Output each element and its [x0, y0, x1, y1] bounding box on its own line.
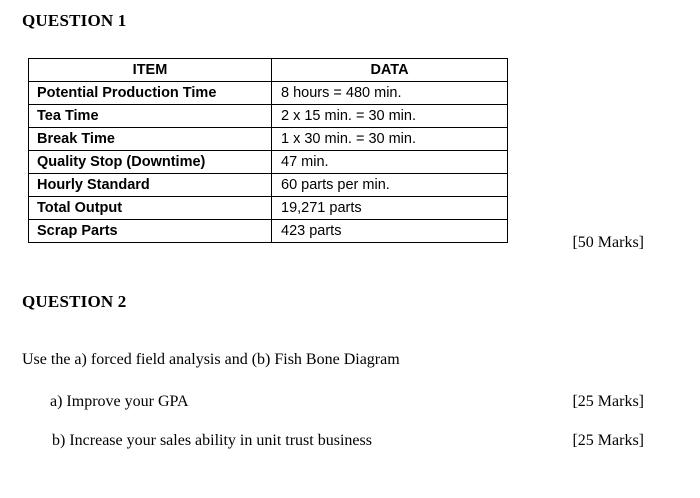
question-1-marks: [50 Marks]: [572, 234, 644, 251]
table-row: [29, 105, 508, 128]
table-row: [29, 220, 508, 243]
question-1-heading: QUESTION 1: [22, 11, 127, 30]
item-cell: Total Output: [29, 197, 272, 220]
task-a-text: a) Improve your GPA: [50, 393, 189, 410]
table-row: [29, 197, 508, 220]
production-data-table: [28, 58, 508, 243]
data-cell: 423 parts: [272, 220, 508, 243]
item-cell: Hourly Standard: [29, 174, 272, 197]
data-cell: 60 parts per min.: [272, 174, 508, 197]
table-header-row: [29, 59, 508, 82]
question-2-instruction: Use the a) forced field analysis and (b) Fish Bone Diagram: [22, 351, 400, 368]
table-row: [29, 174, 508, 197]
question-2-heading: QUESTION 2: [22, 292, 127, 311]
table-row: [29, 128, 508, 151]
task-a-marks: [25 Marks]: [572, 393, 644, 410]
item-cell: Potential Production Time: [29, 82, 272, 105]
item-cell: Quality Stop (Downtime): [29, 151, 272, 174]
data-column-header: DATA: [272, 59, 508, 82]
table-row: [29, 151, 508, 174]
task-b-marks: [25 Marks]: [572, 432, 644, 449]
data-cell: 19,271 parts: [272, 197, 508, 220]
data-cell: 2 x 15 min. = 30 min.: [272, 105, 508, 128]
data-cell: 8 hours = 480 min.: [272, 82, 508, 105]
item-cell: Break Time: [29, 128, 272, 151]
data-cell: 47 min.: [272, 151, 508, 174]
data-cell: 1 x 30 min. = 30 min.: [272, 128, 508, 151]
item-column-header: ITEM: [29, 59, 272, 82]
table-row: [29, 82, 508, 105]
task-b-text: b) Increase your sales ability in unit trust business: [52, 432, 372, 449]
item-cell: Tea Time: [29, 105, 272, 128]
item-cell: Scrap Parts: [29, 220, 272, 243]
